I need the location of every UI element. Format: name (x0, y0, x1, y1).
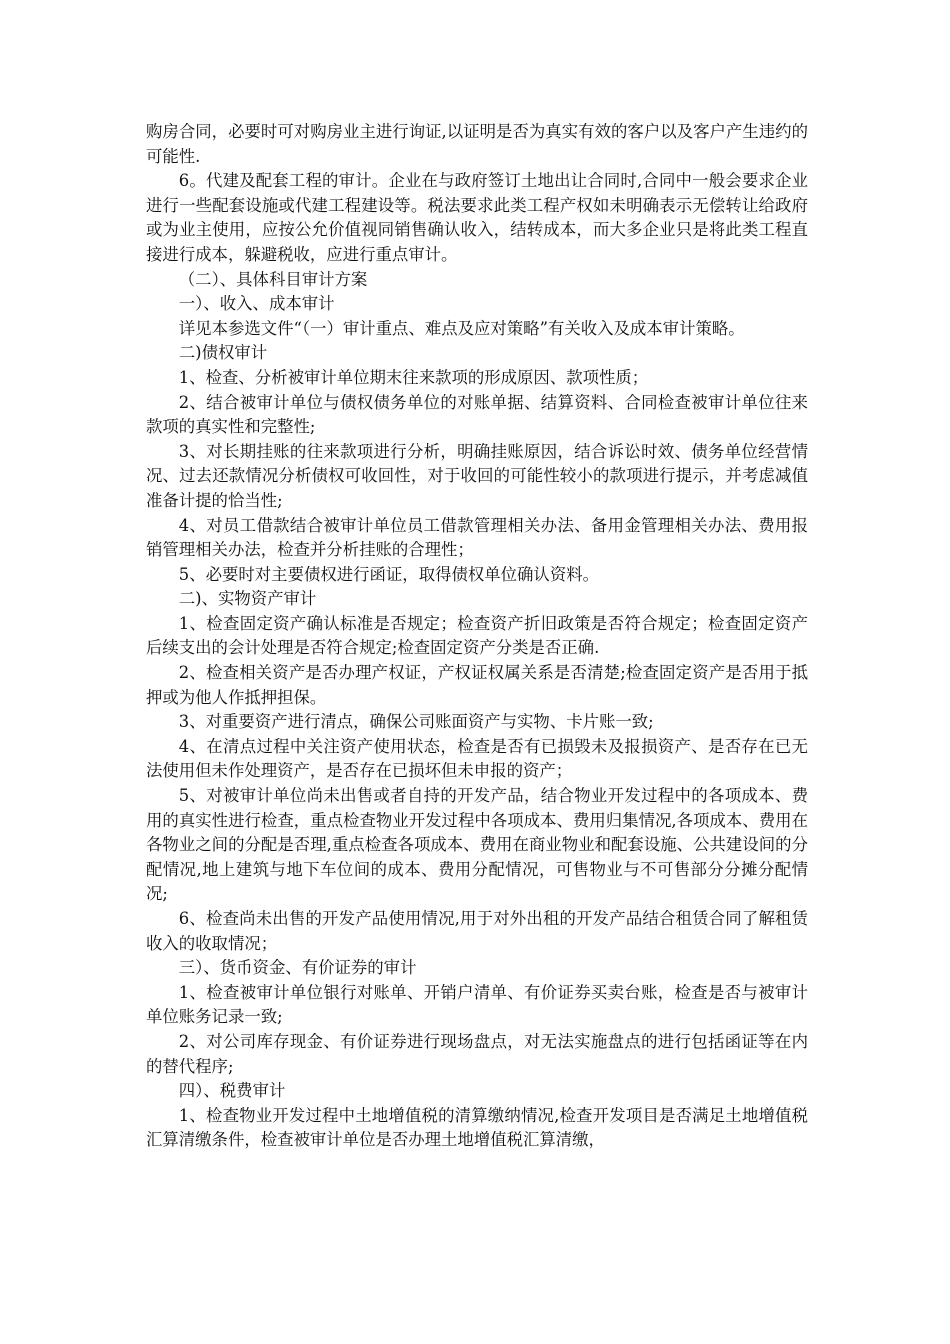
paragraph-purchase-contract: 购房合同，必要时可对购房业主进行询证,以证明是否为真实有效的客户以及客户产生违约的可能性. (146, 122, 808, 166)
list-item-receivables-4: 4、对员工借款结合被审计单位员工借款管理相关办法、备用金管理相关办法、费用报销管理相关办法，检查并分析挂账的合理性； (146, 515, 808, 560)
paragraph-item-6-construction: 6。代建及配套工程的审计。企业在与政府签订土地出让合同时,合同中一般会要求企业进行一些配套设施或代建工程建设等。税法要求此类工程产权如未明确表示无偿转让给政府或为业主使用，应按公允价值视同销售确认收入，结转成本，而大多企业只是将此类工程直接进行成本，躲避税收，应进行重点审计。 (146, 171, 808, 264)
document-page (146, 120, 808, 1153)
list-item-assets-1: 1、检查固定资产确认标准是否规定；检查资产折旧政策是否符合规定；检查固定资产后续支出的会计处理是否符合规定;检查固定资产分类是否正确. (146, 613, 808, 658)
list-item-assets-3: 3、对重要资产进行清点，确保公司账面资产与实物、卡片账一致; (178, 712, 654, 732)
list-item-receivables-1: 1、检查、分析被审计单位期末往来款项的形成原因、款项性质； (178, 367, 649, 387)
list-item-receivables-3: 3、对长期挂账的往来款项进行分析，明确挂账原因，结合诉讼时效、债务单位经营情况、过去还款情况分析债权可收回性，对于收回的可能性较小的款项进行提示，并考虑减值准备计提的恰当性; (146, 441, 808, 510)
list-item-receivables-5: 5、必要时对主要债权进行函证，取得债权单位确认资料。 (178, 564, 599, 584)
section-heading-specific-accounts: （二）、具体科目审计方案 (178, 269, 368, 289)
list-item-assets-4: 4、在清点过程中关注资产使用状态，检查是否有已损毁未及报损资产、是否存在已无法使用但未作处理资产，是否存在已损坏但未申报的资产； (146, 736, 808, 781)
paragraph-revenue-cost-ref: 详见本参选文件“（一）审计重点、难点及应对策略”有关收入及成本审计策略。 (178, 318, 745, 338)
subheading-cash-securities: 三）、货币资金、有价证券的审计 (178, 958, 417, 978)
list-item-assets-2: 2、检查相关资产是否办理产权证，产权证权属关系是否清楚;检查固定资产是否用于抵押或为他人作抵押担保。 (146, 663, 808, 707)
subheading-revenue-cost: 一）、收入、成本审计 (178, 294, 335, 314)
list-item-taxes-1: 1、检查物业开发过程中土地增值税的清算缴纳情况,检查开发项目是否满足土地增值税汇算清缴条件，检查被审计单位是否办理土地增值税汇算清缴， (146, 1105, 808, 1150)
list-item-assets-5: 5、对被审计单位尚未出售或者自持的开发产品，结合物业开发过程中的各项成本、费用的真实性进行检查，重点检查物业开发过程中各项成本、费用归集情况,各项成本、费用在各物业之间的分配是否理,重点检查各项成本、费用在商业物业和配套设施、公共建设间的分配情况,地上建筑与地下车位间的成本、费用分配情况，可售物业与不可售部分分摊分配情况; (146, 786, 808, 904)
list-item-cash-2: 2、对公司库存现金、有价证券进行现场盘点，对无法实施盘点的进行包括函证等在内的替代程序; (146, 1031, 808, 1076)
list-item-receivables-2: 2、结合被审计单位与债权债务单位的对账单据、结算资料、合同检查被审计单位往来款项的真实性和完整性; (146, 392, 808, 437)
subheading-taxes: 四）、税费审计 (178, 1081, 286, 1101)
subheading-physical-assets: 二)、实物资产审计 (178, 589, 317, 609)
subheading-receivables: 二)债权审计 (178, 343, 268, 363)
list-item-assets-6: 6、检查尚未出售的开发产品使用情况,用于对外出租的开发产品结合租赁合同了解租赁收入的收取情况； (146, 909, 808, 953)
list-item-cash-1: 1、检查被审计单位银行对账单、开销户清单、有价证券买卖台账，检查是否与被审计单位账务记录一致; (146, 982, 808, 1027)
